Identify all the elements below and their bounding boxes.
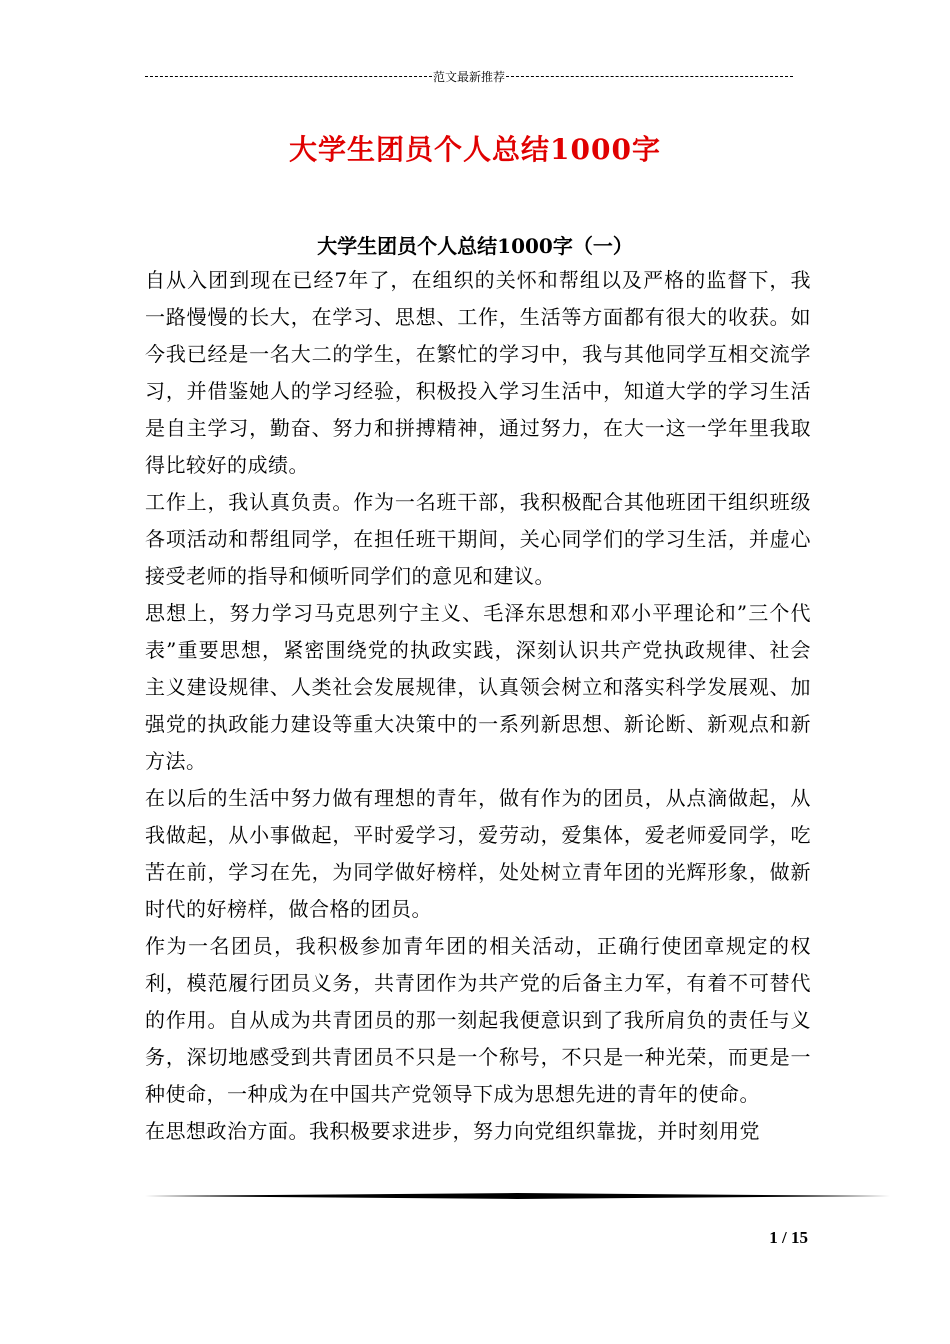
page-header bbox=[145, 66, 793, 86]
document-title: 大学生团员个人总结1000字 bbox=[289, 133, 661, 166]
footer-rule bbox=[145, 1193, 890, 1199]
paragraph: 思想上，努力学习马克思列宁主义、毛泽东思想和邓小平理论和”三个代表”重要思想，紧密围绕党的执政实践，深刻认识共产党执政规律、社会主义建设规律、人类社会发展规律，认真领会树立和落实科学发展观、加强党的执政能力建设等重大决策中的一系列新思想、新论断、新观点和新方法。 bbox=[145, 601, 811, 773]
paragraph: 自从入团到现在已经7年了，在组织的关怀和帮组以及严格的监督下，我一路慢慢的长大，在学习、思想、工作，生活等方面都有很大的收获。如今我已经是一名大二的学生，在繁忙的学习中，我与其他同学互相交流学习，并借鉴她人的学习经验，积极投入学习生活中，知道大学的学习生活是自主学习，勤奋、努力和拼搏精神，通过努力，在大一这一学年里我取得比较好的成绩。 bbox=[145, 268, 811, 477]
paragraph: 在以后的生活中努力做有理想的青年，做有作为的团员，从点滴做起，从我做起，从小事做起，平时爱学习，爱劳动，爱集体，爱老师爱同学，吃苦在前，学习在先，为同学做好榜样，处处树立青年团的光辉形象，做新时代的好榜样，做合格的团员。 bbox=[145, 786, 811, 921]
header-dash-left bbox=[145, 76, 432, 77]
paragraph: 工作上，我认真负责。作为一名班干部，我积极配合其他班团干组织班级各项活动和帮组同学，在担任班干期间，关心同学们的学习生活，并虚心接受老师的指导和倾听同学们的意见和建议。 bbox=[145, 490, 811, 588]
page-number: 1 / 15 bbox=[769, 1228, 808, 1247]
paragraph: 作为一名团员，我积极参加青年团的相关活动，正确行使团章规定的权利，模范履行团员义务，共青团作为共产党的后备主力军，有着不可替代的作用。自从成为共青团员的那一刻起我便意识到了我所肩负的责任与义务，深切地感受到共青团员不只是一个称号，不只是一种光荣，而更是一种使命，一种成为在中国共产党领导下成为思想先进的青年的使命。 bbox=[145, 934, 811, 1106]
header-label: 范文最新推荐 bbox=[433, 69, 506, 84]
document-body bbox=[145, 262, 811, 1150]
paragraph: 在思想政治方面。我积极要求进步，努力向党组织靠拢，并时刻用党 bbox=[145, 1119, 760, 1143]
header-dash-right bbox=[506, 76, 793, 77]
section-heading: 大学生团员个人总结1000字（一） bbox=[317, 234, 633, 258]
